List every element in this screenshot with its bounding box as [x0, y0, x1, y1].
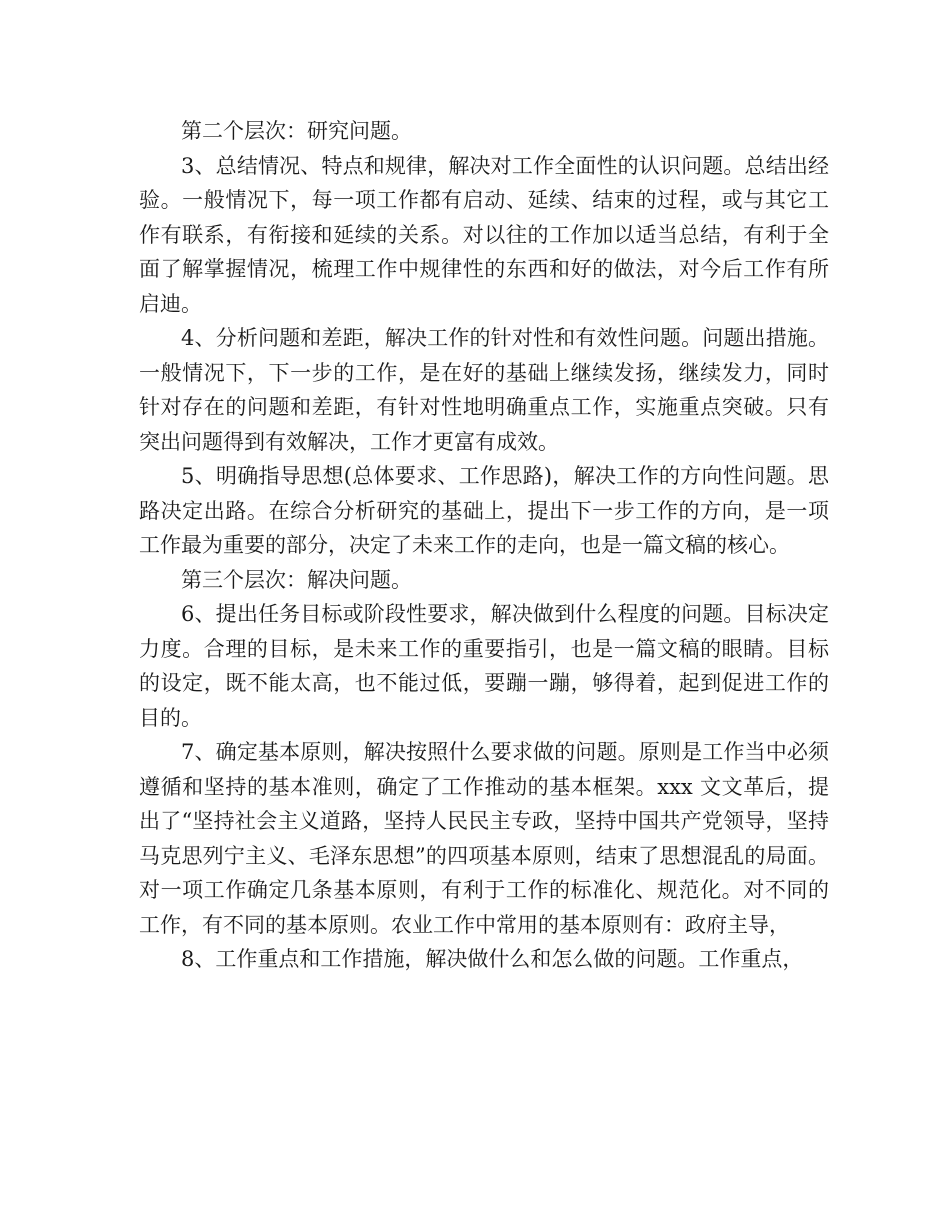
paragraph-8-key-work: 8、工作重点和工作措施，解决做什么和怎么做的问题。工作重点，	[181, 947, 804, 971]
paragraph-6-targets: 6、提出任务目标或阶段性要求，解决做到什么程度的问题。目标决定力度。合理的目标，是未来工作的重要指引，也是一篇文稿的眼睛。目标的设定，既不能太高，也不能过低，要蹦一蹦，够得着，起到促进工作的目的。	[139, 602, 829, 730]
paragraph-3-summarize: 3、总结情况、特点和规律，解决对工作全面性的认识问题。总结出经验。一般情况下，每一项工作都有启动、延续、结束的过程，或与其它工作有联系，有衔接和延续的关系。对以往的工作加以适当总结，有利于全面了解掌握情况，梳理工作中规律性的东西和好的做法，对今后工作有所启迪。	[139, 153, 829, 316]
document-body	[139, 114, 829, 977]
paragraph-4-analyze: 4、分析问题和差距，解决工作的针对性和有效性问题。问题出措施。一般情况下，下一步的工作，是在好的基础上继续发扬，继续发力，同时针对存在的问题和差距，有针对性地明确重点工作，实施重点突破。只有突出问题得到有效解决，工作才更富有成效。	[139, 326, 829, 454]
paragraph-5-guiding-thought: 5、明确指导思想(总体要求、工作思路)，解决工作的方向性问题。思路决定出路。在综合分析研究的基础上，提出下一步工作的方向，是一项工作最为重要的部分，决定了未来工作的走向，也是一篇文稿的核心。	[139, 464, 829, 557]
heading-level-two: 第二个层次：研究问题。	[181, 119, 412, 143]
paragraph-7-principles: 7、确定基本原则，解决按照什么要求做的问题。原则是工作当中必须遵循和坚持的基本准则，确定了工作推动的基本框架。xxx 文文革后，提出了“坚持社会主义道路，坚持人民民主专政，坚持中国共产党领导，坚持马克思列宁主义、毛泽东思想”的四项基本原则，结束了思想混乱的局面。对一项工作确定几条基本原则，有利于工作的标准化、规范化。对不同的工作，有不同的基本原则。农业工作中常用的基本原则有：政府主导，	[139, 740, 829, 937]
heading-level-three: 第三个层次：解决问题。	[181, 567, 412, 592]
